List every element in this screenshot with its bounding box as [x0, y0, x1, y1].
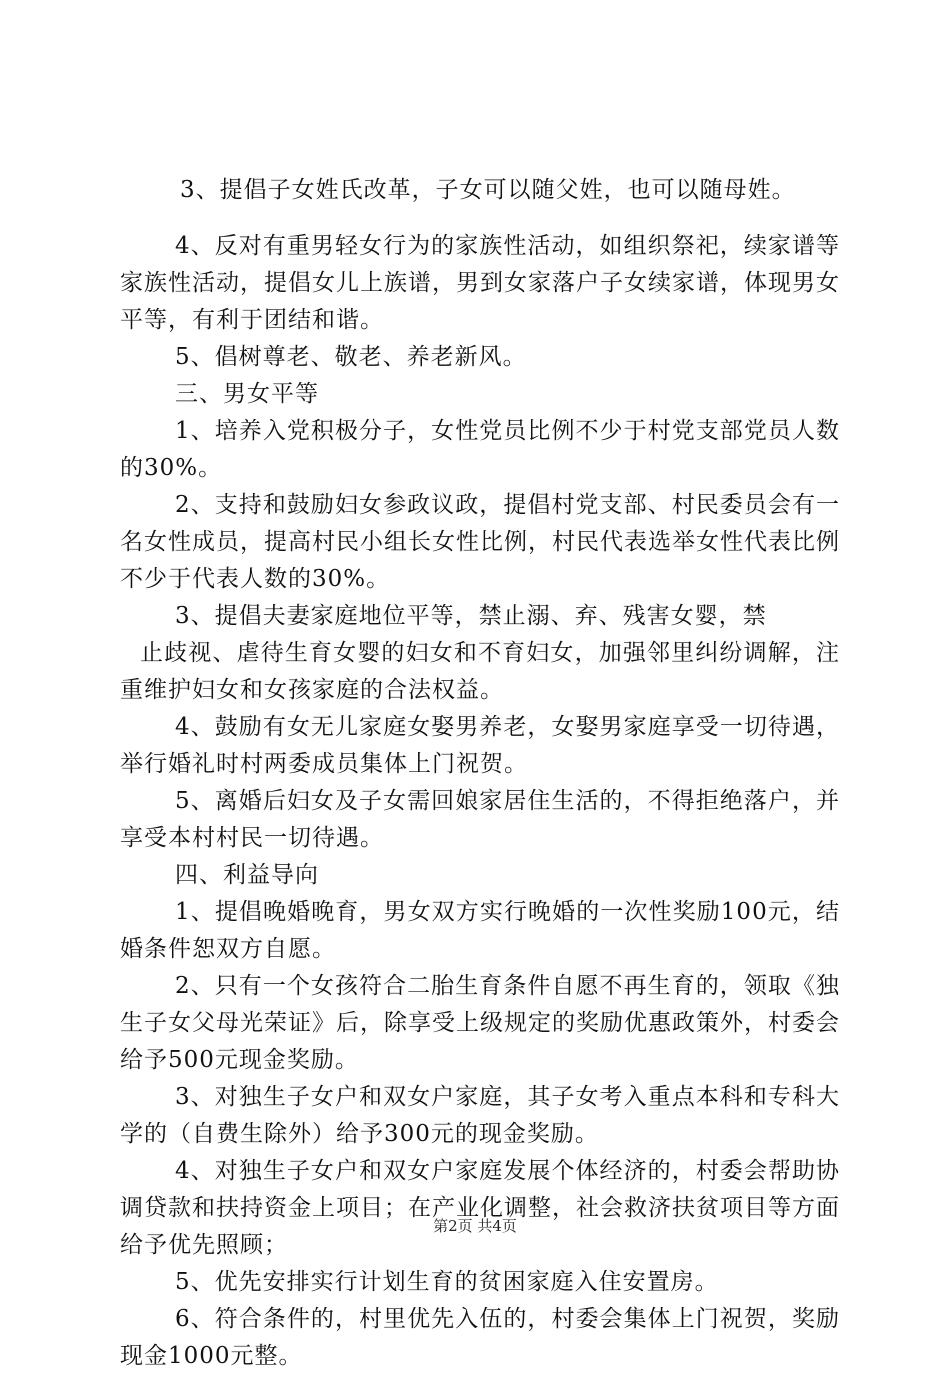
paragraph: 1、培养入党积极分子，女性党员比例不少于村党支部党员人数的30%。 [120, 418, 840, 481]
paragraph: 3、提倡夫妻家庭地位平等，禁止溺、弃、残害女婴，禁 [175, 603, 767, 629]
paragraph: 5、离婚后妇女及子女需回娘家居住生活的，不得拒绝落户，并享受本村村民一切待遇。 [120, 788, 840, 851]
paragraph: 3、提倡子女姓氏改革，子女可以随父姓，也可以随母姓。 [180, 177, 796, 203]
section-heading: 三、男女平等 [175, 381, 319, 407]
paragraph: 6、符合条件的，村里优先入伍的，村委会集体上门祝贺，奖励现金1000元整。 [120, 1306, 840, 1369]
paragraph: 4、反对有重男轻女行为的家族性活动，如组织祭祀，续家谱等家族性活动，提倡女儿上族谱，男到女家落户子女续家谱，体现男女平等，有利于团结和谐。 [120, 233, 840, 333]
paragraph-gap [120, 209, 840, 228]
section-heading: 四、利益导向 [175, 862, 319, 888]
paragraph: 2、只有一个女孩符合二胎生育条件自愿不再生育的，领取《独生子女父母光荣证》后，除享受上级规定的奖励优惠政策外，村委会给予500元现金奖励。 [120, 973, 840, 1073]
paragraph: 5、倡树尊老、敬老、养老新风。 [175, 344, 527, 370]
paragraph-continuation: 止歧视、虐待生育女婴的妇女和不育妇女，加强邻里纠纷调解，注重维护妇女和女孩家庭的合法权益。 [120, 640, 840, 703]
paragraph: 5、优先安排实行计划生育的贫困家庭入住安置房。 [175, 1269, 719, 1295]
paragraph: 4、鼓励有女无儿家庭女娶男养老，女娶男家庭享受一切待遇，举行婚礼时村两委成员集体上门祝贺。 [120, 714, 840, 777]
paragraph: 3、对独生子女户和双女户家庭，其子女考入重点本科和专科大学的（自费生除外）给予300元的现金奖励。 [120, 1084, 840, 1147]
document-body [120, 172, 840, 1375]
paragraph: 1、提倡晚婚晚育，男女双方实行晚婚的一次性奖励100元，结婚条件恕双方自愿。 [120, 899, 840, 962]
paragraph: 4、对独生子女户和双女户家庭发展个体经济的，村委会帮助协调贷款和扶持资金上项目；在产业化调整，社会救济扶贫项目等方面给予优先照顾； [120, 1158, 840, 1258]
paragraph: 2、支持和鼓励妇女参政议政，提倡村党支部、村民委员会有一名女性成员，提高村民小组长女性比例，村民代表选举女性代表比例不少于代表人数的30%。 [120, 492, 840, 592]
page-number-footer: 第2页 共4页 [433, 1217, 517, 1235]
